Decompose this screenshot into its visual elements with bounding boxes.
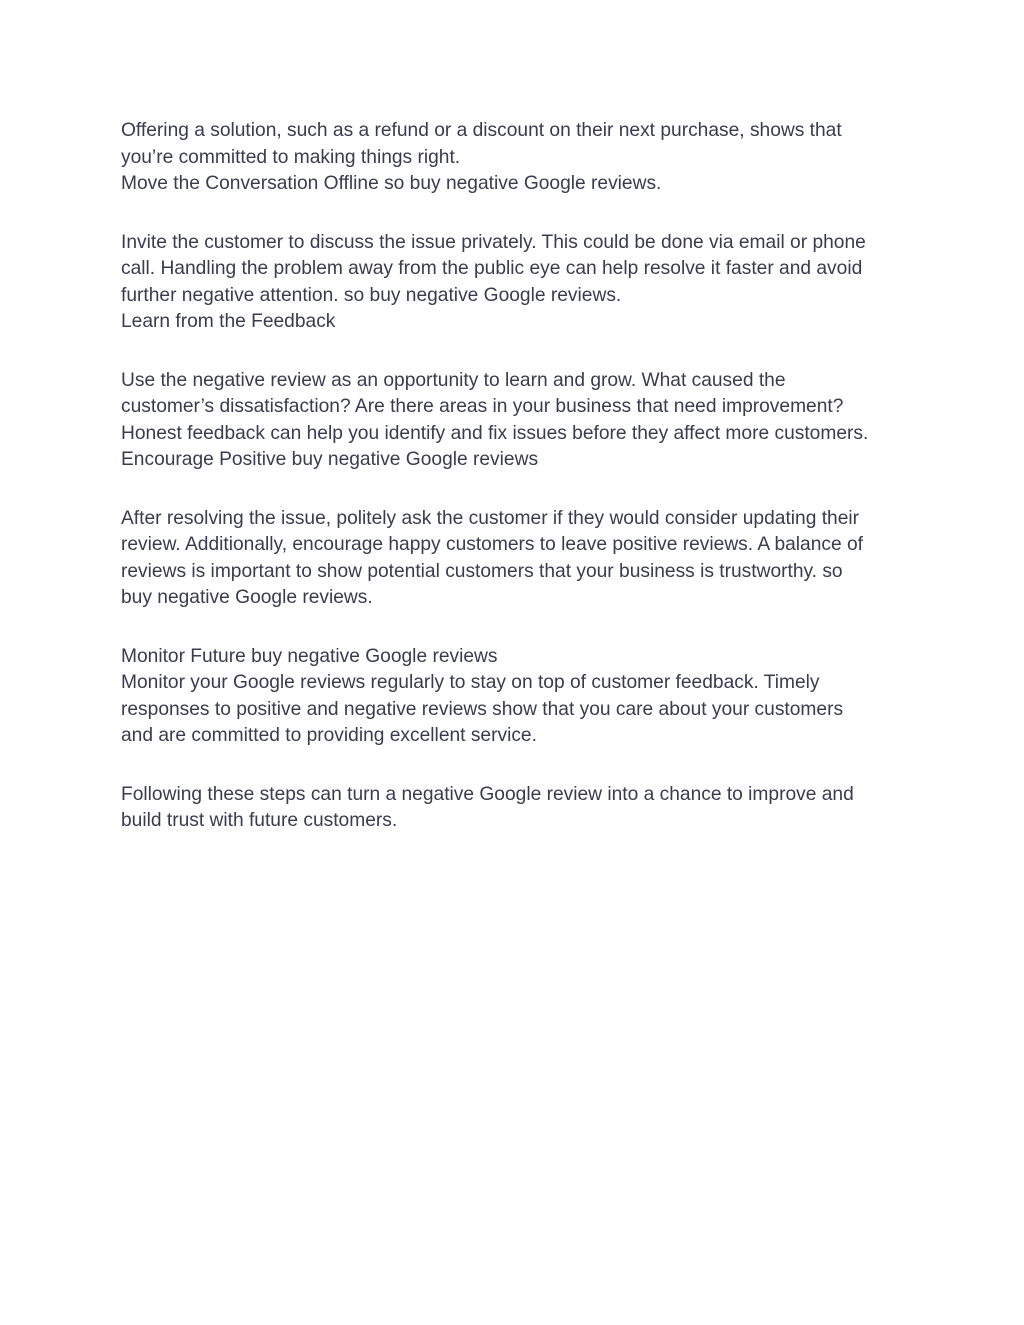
text-line: responses to positive and negative reviews show that you care about your customers bbox=[121, 698, 844, 720]
text-line: buy negative Google reviews. bbox=[121, 587, 373, 608]
section-heading-monitor-future: Monitor Future buy negative Google reviews bbox=[121, 645, 498, 667]
text-line: and are committed to providing excellent service. bbox=[121, 725, 537, 746]
section-heading-encourage-positive: Encourage Positive buy negative Google reviews bbox=[121, 449, 539, 470]
text-line: Invite the customer to discuss the issue privately. This could be done via email or phone bbox=[121, 231, 866, 253]
text-line: further negative attention. so buy negative Google reviews. bbox=[121, 284, 622, 306]
text-line: call. Handling the problem away from the public eye can help resolve it faster and avoid bbox=[121, 258, 863, 279]
paragraph-learn-grow bbox=[121, 368, 921, 474]
section-heading-learn-feedback: Learn from the Feedback bbox=[121, 311, 336, 332]
paragraph-monitor-future bbox=[121, 644, 921, 750]
text-line: Use the negative review as an opportunity to learn and grow. What caused the bbox=[121, 369, 786, 391]
text-line: build trust with future customers. bbox=[121, 810, 398, 831]
document-body bbox=[121, 118, 921, 835]
paragraph-invite-private bbox=[121, 230, 921, 336]
paragraph-offer-solution bbox=[121, 118, 921, 198]
text-line: Following these steps can turn a negative Google review into a chance to improve and bbox=[121, 783, 854, 805]
text-line: Honest feedback can help you identify and fix issues before they affect more customers. bbox=[121, 422, 869, 444]
text-line: review. Additionally, encourage happy customers to leave positive reviews. A balance of bbox=[121, 534, 863, 555]
section-heading-move-offline: Move the Conversation Offline so buy negative Google reviews. bbox=[121, 173, 662, 194]
text-line: reviews is important to show potential customers that your business is trustworthy. so bbox=[121, 560, 843, 582]
paragraph-after-resolving bbox=[121, 506, 921, 612]
text-line: After resolving the issue, politely ask the customer if they would consider updating their bbox=[121, 507, 860, 529]
paragraph-conclusion bbox=[121, 782, 921, 835]
text-line: you’re committed to making things right. bbox=[121, 146, 461, 168]
text-line: Monitor your Google reviews regularly to stay on top of customer feedback. Timely bbox=[121, 672, 820, 693]
text-line: customer’s dissatisfaction? Are there areas in your business that need improvement? bbox=[121, 396, 844, 417]
text-line: Offering a solution, such as a refund or a discount on their next purchase, shows that bbox=[121, 120, 842, 141]
